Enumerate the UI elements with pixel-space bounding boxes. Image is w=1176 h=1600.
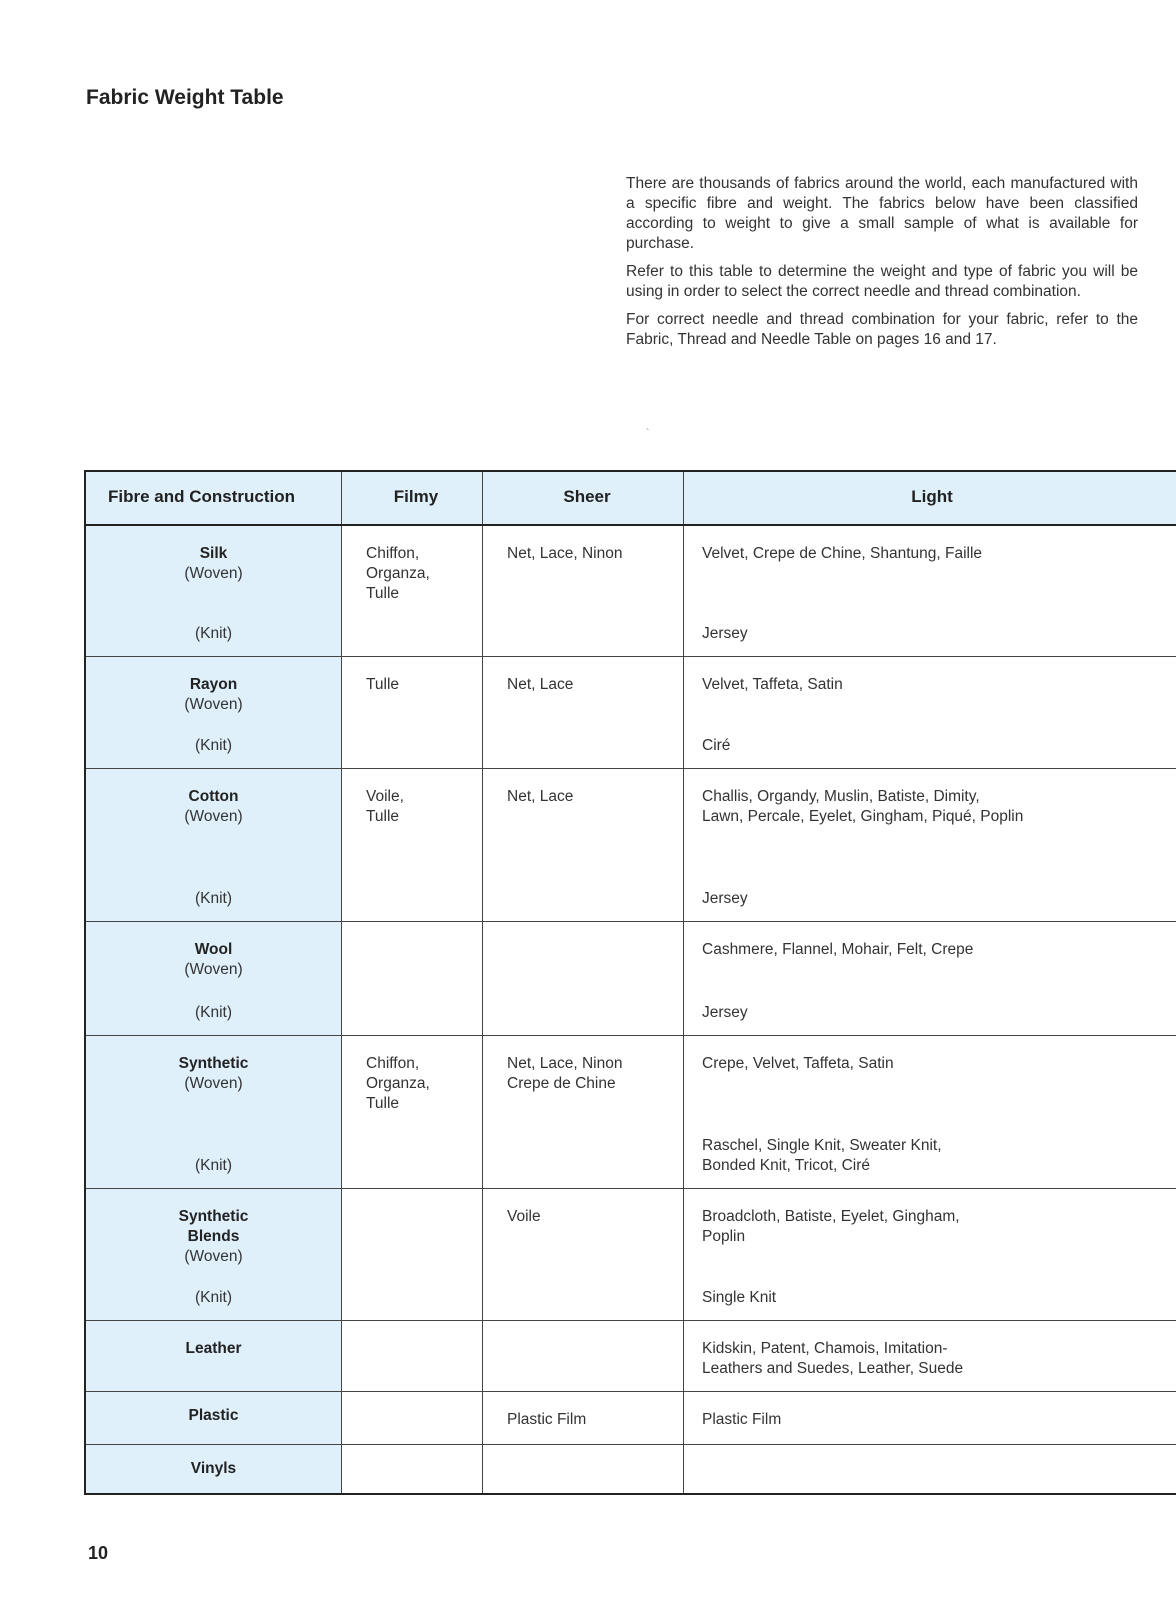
fibre-stack [94,1207,333,1308]
sheer-cell: Plastic Film [483,1392,684,1444]
light-woven: Velvet, Crepe de Chine, Shantung, Faille [702,545,983,562]
fibre-cell [86,1036,342,1188]
table-row [86,769,1176,922]
fibre-stack [94,1339,333,1379]
light-woven: Plastic Film [702,1411,782,1428]
fibre-top [94,787,333,827]
intro-text [626,174,1138,358]
sheer-cell [483,922,684,1035]
construction-knit: (Knit) [194,625,233,642]
header-filmy: Filmy [342,472,483,524]
filmy-cell [342,1392,483,1444]
light-knit: Raschel, Single Knit, Sweater Knit, Bonded Knit, Tricot, Ciré [702,1137,942,1174]
construction-woven: (Woven) [184,1075,243,1092]
fibre-stack [94,1054,333,1176]
sheer-cell: Net, Lace, Ninon [483,526,684,656]
construction-knit: (Knit) [194,1289,233,1306]
construction-woven: (Woven) [184,565,243,582]
table-row [86,1189,1176,1321]
construction-woven: (Woven) [184,808,243,825]
fibre-name: Rayon [189,676,238,693]
fibre-name: Synthetic Blends [178,1208,249,1245]
construction-woven: (Woven) [184,696,243,713]
light-knit: Single Knit [702,1289,777,1306]
sheer-cell [483,1321,684,1391]
page-title: Fabric Weight Table [86,86,284,109]
fibre-stack [94,1406,333,1432]
table-row [86,1321,1176,1392]
header-light: Light [684,472,1176,524]
light-stack [702,1410,1162,1432]
light-woven: Challis, Organdy, Muslin, Batiste, Dimity, Lawn, Percale, Eyelet, Gingham, Piqué, Poplin [702,788,1024,825]
light-cell [684,526,1176,656]
fibre-name: Wool [194,941,233,958]
filmy-cell [342,1445,483,1493]
light-stack [702,544,1162,644]
filmy-cell [342,1189,483,1320]
fibre-top [94,1207,333,1267]
table-row [86,526,1176,657]
fibre-cell [86,769,342,921]
fibre-name: Leather [185,1340,242,1357]
fibre-cell [86,1392,342,1444]
light-cell [684,657,1176,768]
construction-knit: (Knit) [194,737,233,754]
fibre-stack [94,787,333,909]
filmy-cell: Voile, Tulle [342,769,483,921]
light-stack [702,940,1162,1023]
light-cell [684,1392,1176,1444]
stray-mark: ` [646,428,650,439]
sheer-cell: Net, Lace, Ninon Crepe de Chine [483,1036,684,1188]
light-knit: Jersey [702,625,748,642]
sheer-cell: Net, Lace [483,657,684,768]
fibre-top [94,940,333,980]
fibre-name: Silk [199,545,228,562]
table-row [86,1445,1176,1493]
fibre-name: Vinyls [190,1460,237,1477]
table-row [86,1036,1176,1189]
sheer-cell [483,1445,684,1493]
light-knit: Ciré [702,737,731,754]
light-stack [702,1339,1162,1379]
filmy-cell [342,1321,483,1391]
fibre-top [94,544,333,584]
light-stack [702,1207,1162,1308]
fibre-top [94,675,333,715]
light-cell [684,1445,1176,1493]
light-woven: Kidskin, Patent, Chamois, Imitation- Leathers and Suedes, Leather, Suede [702,1340,964,1377]
fibre-cell [86,1445,342,1493]
construction-knit: (Knit) [194,1157,233,1174]
fibre-cell [86,922,342,1035]
light-woven: Velvet, Taffeta, Satin [702,676,843,693]
fibre-name: Plastic [188,1407,239,1424]
light-stack [702,675,1162,756]
fibre-name: Synthetic [178,1055,249,1072]
construction-woven: (Woven) [184,961,243,978]
construction-knit: (Knit) [194,1004,233,1021]
table-row [86,1392,1176,1445]
page-number: 10 [88,1543,109,1563]
fibre-cell [86,657,342,768]
fibre-stack [94,940,333,1023]
light-knit: Jersey [702,1004,748,1021]
light-cell [684,1036,1176,1188]
fibre-cell [86,1321,342,1391]
sheer-cell: Voile [483,1189,684,1320]
filmy-cell: Chiffon, Organza, Tulle [342,526,483,656]
filmy-cell: Chiffon, Organza, Tulle [342,1036,483,1188]
construction-knit: (Knit) [194,890,233,907]
light-knit: Jersey [702,890,748,907]
light-stack [702,787,1162,909]
filmy-cell: Tulle [342,657,483,768]
light-cell [684,922,1176,1035]
fibre-top [94,1406,333,1426]
intro-paragraph: For correct needle and thread combination for your fabric, refer to the Fabric, Thread and Needle Table on pages 16 and 17. [626,311,1138,348]
light-woven: Broadcloth, Batiste, Eyelet, Gingham, Poplin [702,1208,960,1245]
light-stack [702,1463,1162,1481]
fibre-stack [94,544,333,644]
fibre-stack [94,675,333,756]
header-sheer: Sheer [483,472,684,524]
fibre-top [94,1339,333,1359]
header-fibre: Fibre and Construction [86,472,342,524]
intro-paragraph: Refer to this table to determine the weight and type of fabric you will be using in order to select the correct needle and thread combination. [626,263,1138,300]
light-woven: Cashmere, Flannel, Mohair, Felt, Crepe [702,941,974,958]
construction-woven: (Woven) [184,1248,243,1265]
light-stack [702,1054,1162,1176]
fibre-name: Cotton [188,788,239,805]
filmy-cell [342,922,483,1035]
light-cell [684,1321,1176,1391]
light-cell [684,1189,1176,1320]
sheer-cell: Net, Lace [483,769,684,921]
fibre-top [94,1459,333,1479]
light-cell [684,769,1176,921]
table-row [86,657,1176,769]
fibre-cell [86,526,342,656]
fibre-stack [94,1459,333,1481]
table-row [86,922,1176,1036]
fibre-top [94,1054,333,1094]
table-header-row [86,472,1176,526]
fibre-cell [86,1189,342,1320]
intro-paragraph: There are thousands of fabrics around the world, each manufactured with a specific fibre and weight. The fabrics below have been classified according to weight to give a small sample of what is available for purchase. [626,175,1138,252]
light-woven: Crepe, Velvet, Taffeta, Satin [702,1055,894,1072]
fabric-weight-table [84,470,1176,1495]
